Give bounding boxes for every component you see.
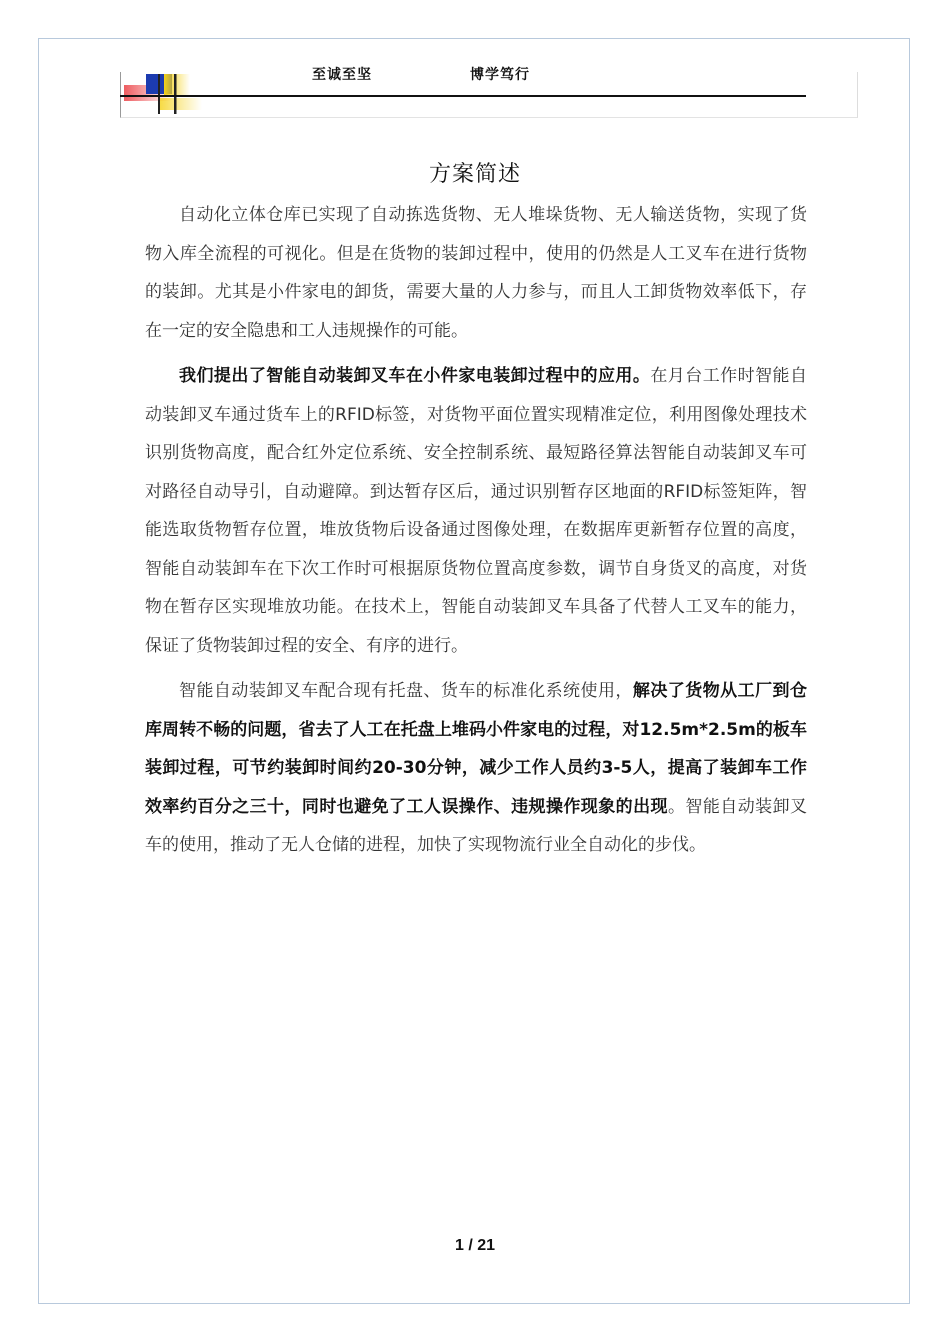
page-number: 1 / 21 [454,1237,496,1254]
paragraph-3-conclusion: 。智能自动装卸叉车的使用，推动了无人仓储的进程，加快了实现物流行业全自动化的步伐。 [145,796,808,855]
paragraph-3 [145,672,807,865]
document-body [145,196,807,872]
paragraph-3-emphasis: 解决了货物从工厂到仓库周转不畅的问题，省去了人工在托盘上堆码小件家电的过程，对12.5m*2.5m的板车装卸过程，可节约装卸时间约20-30分钟，减少工作人员约3-5人，提高了装卸车工作效率约百分之三十，同时也避免了工人误操作、违规操作现象的出现 [145,681,808,817]
header-motto-left: 至诚至坚 [312,67,372,83]
paragraph-2 [145,357,807,665]
paragraph-1: 自动化立体仓库已实现了自动拣选货物、无人堆垛货物、无人输送货物，实现了货物入库全流程的可视化。但是在货物的装卸过程中，使用的仍然是人工叉车在进行货物的装卸。尤其是小件家电的卸货，需要大量的人力参与，而且人工卸货物效率低下，存在一定的安全隐患和工人违规操作的可能。 [145,205,807,341]
document-title: 方案简述 [428,162,521,187]
paragraph-2-emphasis: 我们提出了智能自动装卸叉车在小件家电装卸过程中的应用。 [179,366,651,386]
page-header [120,60,858,120]
paragraph-2-text: 在月台工作时智能自动装卸叉车通过货车上的RFID标签，对货物平面位置实现精准定位，利用图像处理技术识别货物高度，配合红外定位系统、安全控制系统、最短路径算法智能自动装卸叉车可对路径自动导引，自动避障。到达暂存区后，通过识别暂存区地面的RFID标签矩阵，智能选取货物暂存位置，堆放货物后设备通过图像处理，在数据库更新暂存位置的高度，智能自动装卸车在下次工作时可根据原货物位置高度参数，调节自身货叉的高度，对货物在暂存区实现堆放功能。在技术上，智能自动装卸叉车具备了代替人工叉车的能力，保证了货物装卸过程的安全、有序的进行。 [145,366,808,656]
header-rule [120,95,806,97]
paragraph-3-intro: 智能自动装卸叉车配合现有托盘、货车的标准化系统使用， [179,681,633,701]
header-motto-right: 博学笃行 [470,67,530,83]
